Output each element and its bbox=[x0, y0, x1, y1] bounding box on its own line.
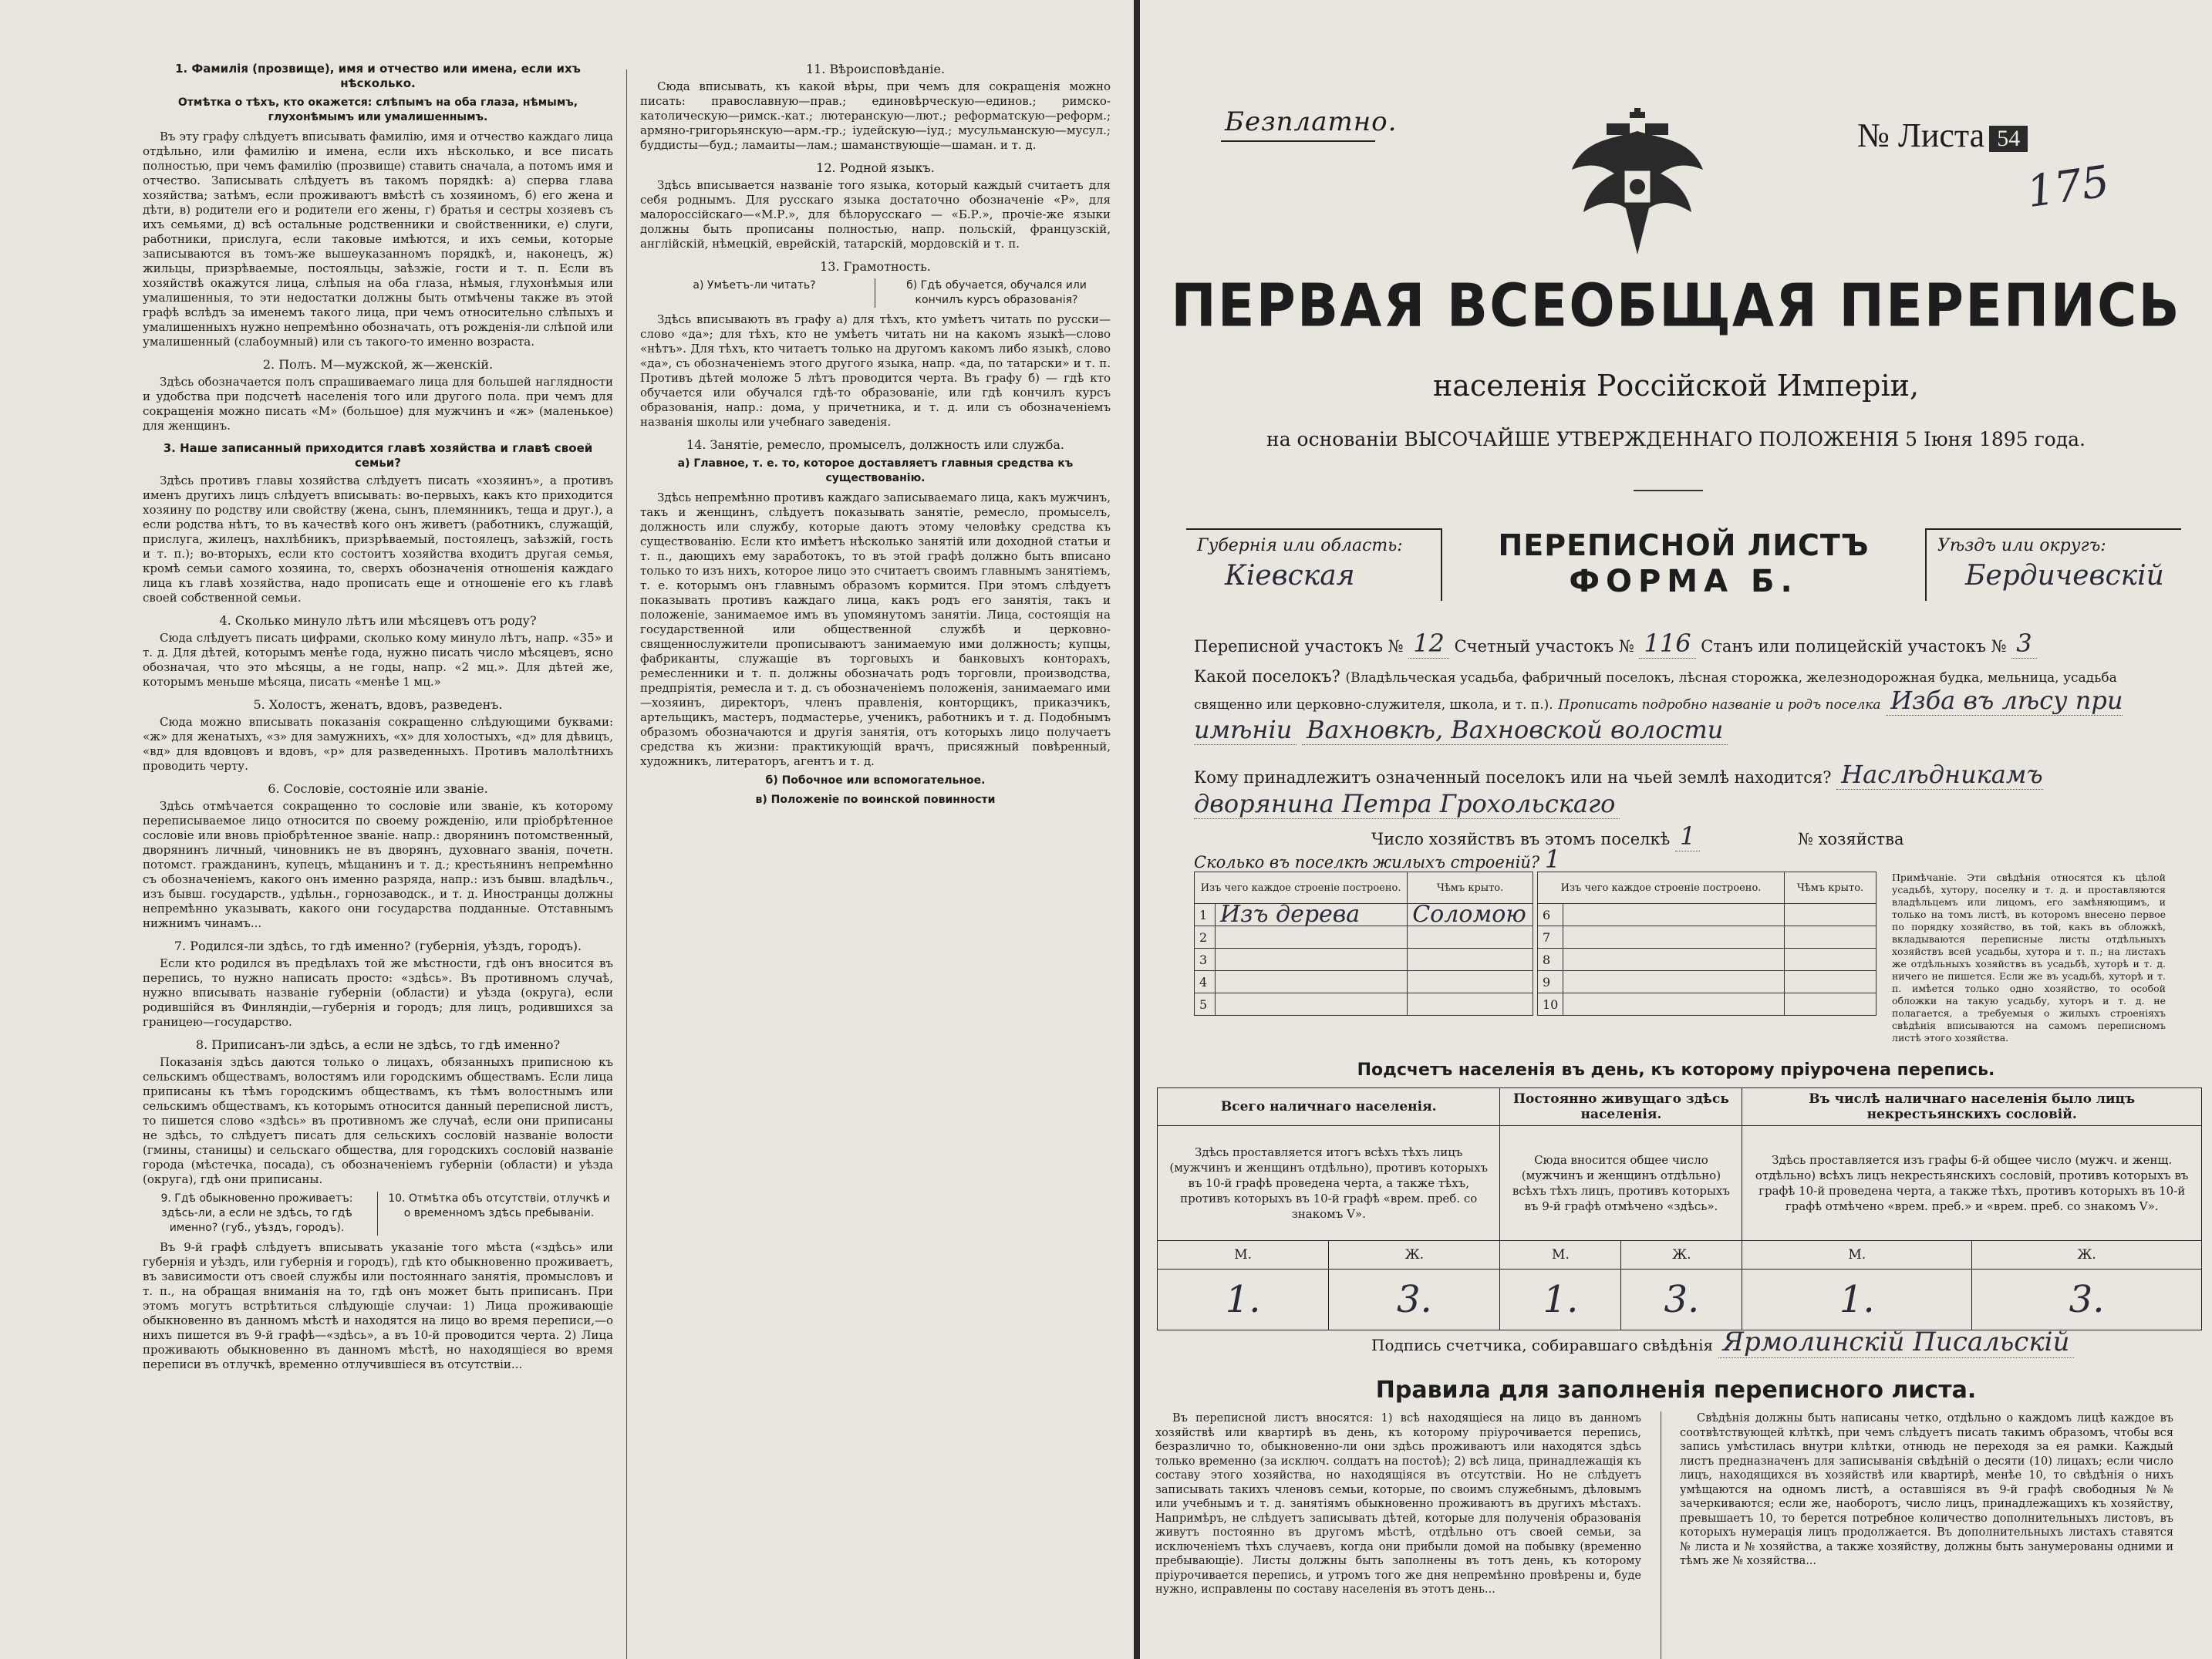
buildings-row bbox=[1194, 845, 1560, 874]
instructions-column-left bbox=[143, 54, 613, 1659]
section-12-title: 12. Родной языкъ. bbox=[816, 160, 935, 175]
ct-present-male: 1. bbox=[1158, 1270, 1329, 1330]
section-11-title: 11. Вѣроисповѣданіе. bbox=[805, 62, 946, 76]
section-13a-title: а) Умѣетъ-ли читать? bbox=[693, 279, 816, 292]
ct-desc-present: Здѣсь проставляется итогъ всѣхъ тѣхъ лицъ (мужчинъ и женщинъ отдѣльно), противъ которыхъ въ 10-й графѣ проведена черта, а также тѣхъ, противъ которыхъ въ 10-й графѣ «врем. преб. со знакомъ V». bbox=[1158, 1126, 1500, 1241]
ct-head-permanent: Постоянно живущаго здѣсь населенія. bbox=[1500, 1088, 1742, 1126]
owner-label: Кому принадлежитъ означенный поселокъ или на чьей землѣ находится? bbox=[1194, 768, 1832, 787]
section-14-text: Здѣсь непремѣнно противъ каждаго записываемаго лица, какъ мужчинъ, такъ и женщинъ, слѣдуетъ показывать занятіе, ремесло, промыселъ, должность или службу, которые даютъ этому человѣку средства къ существованію. Если кто имѣетъ нѣсколько занятій или доходной статьи и т. п., дающихъ ему заработокъ, то въ этой графѣ должно быть вписано только то изъ нихъ, которое лицо это считаетъ своимъ главнымъ занятіемъ, т. е. которымъ онъ главнымъ образомъ кормится. При этомъ слѣдуетъ показывать противъ каждаго лица, какъ родъ его занятія, такъ и положеніе, занимаемое имъ въ упомянутомъ занятіи. Лица, состоящія на государственной или общественной службѣ и церковно-священнослужители прописываютъ занимаемую ими должность; купцы, фабриканты, служащіе въ торговыхъ и банковыхъ конторахъ, ремесленники и т. п. должны обозначать родъ торговли, производства, предпріятія, ремесла и т. д. съ обозначеніемъ положенія, занимаемаго ими—хозяинъ, директоръ, членъ правленія, конторщикъ, приказчикъ, артельщикъ, мастеръ, подмастерье, ученикъ, работникъ и т. д. Подобнымъ образомъ обозначаются и другія занятія, отъ которыхъ лицо получаетъ средства къ жизни: практикующій врачъ, присяжный повѣренный, художникъ, литераторъ, агентъ и т. д. bbox=[640, 491, 1111, 768]
ct-head-present: Всего наличнаго населенія. bbox=[1158, 1088, 1500, 1126]
section-7-title: 7. Родился-ли здѣсь, то гдѣ именно? (губернія, уѣздъ, городъ). bbox=[174, 939, 582, 953]
ct-non-peasant-male: 1. bbox=[1742, 1270, 1972, 1330]
page-subtitle: населенія Россійской Имперіи, bbox=[1432, 369, 1920, 403]
uezd-value: Бердичевскій bbox=[1965, 560, 2164, 592]
owner-row bbox=[1194, 760, 2158, 818]
form-title bbox=[1464, 528, 1903, 599]
bt-head-material: Изъ чего каждое строеніе построено. bbox=[1538, 872, 1785, 904]
region-header bbox=[1186, 528, 2181, 605]
table-row bbox=[1195, 904, 1533, 926]
bt-row-num: 2 bbox=[1195, 926, 1216, 949]
section-9-title: 9. Гдѣ обыкновенно проживаетъ: здѣсь-ли, а если не здѣсь, то гдѣ именно? (губ., уѣздъ, городъ). bbox=[160, 1192, 353, 1234]
ct-female-label: Ж. bbox=[1329, 1241, 1500, 1270]
section-3-text: Здѣсь противъ главы хозяйства слѣдуетъ писать «хозяинъ», а противъ именъ другихъ лицъ слѣдуетъ вписывать: во-первыхъ, какъ кто приходится хозяину по родству или свойству (жена, сынъ, племянникъ, теща и друг.), а если родства нѣтъ, то въ качествѣ кого онъ живетъ (работникъ, служащій, прислуга, жилецъ, нахлѣбникъ, призрѣваемый, постоялецъ, заѣзжій, гость и т. п.); во-вторыхъ, если кто состоитъ хозяйства входитъ другая семья, кромѣ семьи самого хозяина, то, сверхъ обозначенія отношенія каждаго лица къ главѣ хозяйства, надо прописать еще и отношеніе его къ главѣ своей собственной семьи. bbox=[143, 474, 613, 605]
bt-head-material: Изъ чего каждое строеніе построено. bbox=[1195, 872, 1408, 904]
section-3-title: 3. Наше записанный приходится главѣ хозяйства и главѣ своей семьи? bbox=[163, 441, 593, 470]
households-label: Число хозяйствъ въ этомъ поселкѣ bbox=[1371, 830, 1671, 848]
bt-row-num: 3 bbox=[1195, 949, 1216, 971]
section-14a-title: а) Главное, т. е. то, которое доставляетъ главныя средства къ существованію. bbox=[677, 457, 1074, 484]
rules-text-right: Свѣдѣнія должны быть написаны четко, отдѣльно о каждомъ лицѣ каждое въ соотвѣтствующей клѣткѣ, при чемъ слѣдуетъ писать такимъ образомъ, чтобы вся запись умѣстилась внутри клѣтки, отнюдь не переходя за ея рамки. Каждый листъ предназначенъ для записыванія свѣдѣній о десяти (10) лицахъ; если число лицъ, находящихся въ хозяйствѣ или квартирѣ, менѣе 10, то свѣдѣнія о нихъ умѣщаются на одномъ листѣ, а оставшіяся въ 9-й графѣ свободныя №№ зачеркиваются; если же, наоборотъ, число лицъ, принадлежащихъ къ хозяйству, превышаетъ 10, то берется потребное количество дополнительныхъ листовъ, въ которыхъ нумерація лицъ продолжается. Въ дополнительныхъ листахъ ставятся № листа и № хозяйства, а также хозяйству, должны быть занумерованы одними и тѣмъ же № хозяйства... bbox=[1680, 1412, 2173, 1567]
stan-value: 3 bbox=[2011, 629, 2036, 659]
section-5-title: 5. Холостъ, женатъ, вдовъ, разведенъ. bbox=[253, 697, 503, 712]
section-2-title: 2. Полъ. М—мужской, ж—женскій. bbox=[262, 357, 494, 372]
section-14-title: 14. Занятіе, ремесло, промыселъ, должность или служба. bbox=[686, 437, 1064, 452]
districts-row bbox=[1194, 629, 2037, 658]
imperial-eagle-emblem bbox=[1568, 108, 1707, 262]
section-13b-title: б) Гдѣ обучается, обучался или кончилъ курсъ образованія? bbox=[906, 279, 1087, 306]
ct-male-label: М. bbox=[1500, 1241, 1621, 1270]
free-label-rule bbox=[1221, 140, 1375, 142]
settlement-value-2: Вахновкѣ, Вахновской волости bbox=[1302, 715, 1728, 745]
rules-column-right bbox=[1680, 1411, 2173, 1659]
population-count-title: Подсчетъ населенія въ день, къ которому пріурочена перепись. bbox=[1357, 1060, 1995, 1080]
bt-row-num: 5 bbox=[1195, 993, 1216, 1016]
ct-present-female: 3. bbox=[1329, 1270, 1500, 1330]
section-13-text: Здѣсь вписывають въ графу а) для тѣхъ, кто умѣетъ читать по русски—слово «да»; для тѣхъ, кто не умѣетъ читать ни на какомъ языкѣ—слово «нѣтъ». Для тѣхъ, кто читаетъ только на другомъ какомъ либо языкѣ, слово «да», съ обозначеніемъ этого другого языка, напр. «да, по татарски» и т. п. Противъ дѣтей моложе 5 лѣтъ проводится черта. Въ графу б) — гдѣ кто обучается или обучался гдѣ-то образованіе, или гдѣ кончилъ курсъ образованія, напр.: дома, у причетника, и т. д. или съ обозначеніемъ названія школы или учебнаго заведенія. bbox=[640, 312, 1111, 429]
settlement-note-2: Прописать подробно названіе и родъ поселка bbox=[1558, 697, 1881, 713]
ct-non-peasant-female: 3. bbox=[1972, 1270, 2202, 1330]
section-12-text: Здѣсь вписывается названіе того языка, который каждый считаетъ для себя роднымъ. Для русскаго языка достаточно обозначеніе «Р», для малороссійскаго—«М.Р.», для бѣлорусскаго — «Б.Р.», прочіе-же языки должны быть прописаны полностью, напр. польскій, французскій, англійскій, нѣмецкій, еврейскій, татарскій, мордовскій и т. п. bbox=[640, 178, 1111, 251]
free-label: Безплатно. bbox=[1225, 106, 1398, 137]
divider bbox=[1634, 490, 1703, 491]
bt-row-num: 6 bbox=[1538, 904, 1563, 926]
section-7-text: Если кто родился въ предѣлахъ той же мѣстности, гдѣ онъ вносится въ перепись, то нужно написать просто: «здѣсь». Въ противномъ случаѣ, нужно вписывать названіе губерніи (области) и уѣзда (округа), если родившійся въ Финляндіи,—губернія и городъ; для лицъ, родившихся за границею—государство. bbox=[143, 956, 613, 1029]
bt-row-num: 7 bbox=[1538, 926, 1563, 949]
section-8-text: Показанія здѣсь даются только о лицахъ, обязанныхъ приписною къ сельскимъ обществамъ, волостямъ или городскимъ обществамъ. Если лица приписаны къ тѣмъ городскимъ обществамъ, къ тѣмъ волостнымъ или сельскимъ обществамъ, къ которымъ относится данный переписной листъ, то пишется слово «здѣсь» въ противномъ же случаѣ, если они приписаны не здѣсь, то слѣдуетъ писать для сельскихъ сословій названіе волости (гмины, станицы) и сельскаго общества, для городскихъ сословій названіе города (мѣстечка, посада), съ обозначеніемъ губерніи (области) и уѣзда (округа), гдѣ они приписаны. bbox=[143, 1055, 613, 1186]
ct-desc-non-peasant: Здѣсь проставляется изъ графы 6-й общее число (мужч. и женщ. отдѣльно) всѣхъ лицъ некрестьянскихъ сословій, противъ которыхъ въ графѣ 10-й проведена черта, а также тѣхъ, противъ которыхъ въ 10-й графѣ отмѣчено «врем. преб.» и «врем. преб. со знакомъ V». bbox=[1742, 1126, 2202, 1241]
table-row bbox=[1538, 904, 1876, 926]
section-2-text: Здѣсь обозначается полъ спрашиваемаго лица для большей наглядности и удобства при подсчетѣ населенія того или другого пола. при чемъ для сокращенія можно писать «М» (большое) для мужчинъ и «ж» (маленькое) для женщинъ. bbox=[143, 375, 613, 433]
settlement-value: Изба въ лѣсу при имѣніи bbox=[1194, 686, 2123, 744]
gubernia-value: Кіевская bbox=[1225, 560, 1355, 592]
table-row bbox=[1538, 971, 1876, 993]
instructions-column-right bbox=[640, 54, 1111, 1659]
bt-row-num: 9 bbox=[1538, 971, 1563, 993]
book-spine bbox=[1134, 0, 1140, 1659]
column-divider bbox=[626, 69, 627, 1659]
divider bbox=[377, 1192, 379, 1236]
rules-text-left: Въ переписной листъ вносятся: 1) всѣ находящіеся на лицо въ данномъ хозяйствѣ или квартирѣ въ день, къ которому пріурочивается перепись, безразлично то, обыкновенно-ли они здѣсь проживаютъ или находятся здѣсь только временно (за исключ. солдатъ на постоѣ); 2) всѣ лица, принадлежащія къ составу этого хозяйства, но находящіяся въ отсутствіи. Но не слѣдуетъ записывать такихъ членовъ семьи, которые, по своимъ служебнымъ, дѣловымъ или учебнымъ и т. д. занятіямъ обыкновенно проживаютъ въ другихъ мѣстахъ. Напримѣръ, не слѣдуетъ записывать дѣтей, которые для полученія образованія живутъ постоянно въ другомъ мѣстѣ, отдѣльно отъ своей семьи, за исключеніемъ тѣхъ случаевъ, когда они прибыли домой на побывку (временно пребывающіе). Листы должны быть заполнены въ тотъ день, къ которому пріурочивается перепись, и утромъ того же дня непремѣнно провѣрены и, буде нужно, исправлены по составу населенія въ этотъ день... bbox=[1155, 1412, 1641, 1596]
section-8-title: 8. Приписанъ-ли здѣсь, а если не здѣсь, то гдѣ именно? bbox=[195, 1037, 561, 1052]
form-title-line-1: ПЕРЕПИСНОЙ ЛИСТЪ bbox=[1498, 528, 1870, 562]
rules-column-left bbox=[1155, 1411, 1641, 1659]
household-number-label: № хозяйства bbox=[1798, 830, 1904, 848]
count-district-value: 116 bbox=[1639, 629, 1695, 659]
sheet-number bbox=[1857, 116, 2028, 155]
bt-head-roof: Чѣмъ крыто. bbox=[1408, 872, 1533, 904]
uezd-label: Уѣздъ или округъ: bbox=[1937, 536, 2106, 555]
table-row bbox=[1195, 926, 1533, 949]
stan-label: Станъ или полицейскій участокъ № bbox=[1701, 637, 2007, 656]
section-4-text: Сюда слѣдуетъ писать цифрами, сколько кому минуло лѣтъ, напр. «35» и т. д. Для дѣтей, которымъ менѣе года, нужно писать число мѣсяцевъ, ясно обозначая, что это мѣсяцы, а не годы, напр. «2 мц.». Для дѣтей же, которымъ меньше мѣсяца, писать «менѣе 1 мц.» bbox=[143, 631, 613, 689]
bt-head-roof: Чѣмъ крыто. bbox=[1785, 872, 1876, 904]
sheet-number-value: 54 bbox=[1989, 126, 2028, 152]
ct-head-non-peasant: Въ числѣ наличнаго населенія было лицъ некрестьянскихъ сословій. bbox=[1742, 1088, 2202, 1126]
ct-desc-permanent: Сюда вносится общее число (мужчинъ и женщинъ отдѣльно) всѣхъ тѣхъ лицъ, противъ которыхъ въ 9-й графѣ отмѣчено «здѣсь». bbox=[1500, 1126, 1742, 1241]
enumerator-signature-label: Подпись счетчика, собиравшаго свѣдѣнія bbox=[1371, 1336, 1714, 1354]
buildings-table-right bbox=[1537, 872, 1876, 1016]
gubernia-box bbox=[1186, 528, 1442, 601]
section-11-text: Сюда вписывать, къ какой вѣры, при чемъ для сокращенія можно писать: православную—прав.; единовѣрческую—единов.; римско-католическую—римск.-кат.; лютеранскую—лют.; реформатскую—реформ.; армяно-григорьянскую—арм.-гр.; іудейскую—іуд.; мусульманскую—мусул.; буддисты—буд.; ламаиты—лам.; шаманствующіе—шаман. и т. д. bbox=[640, 79, 1111, 152]
enumerator-signature-value: Ярмолинскій Писальскій bbox=[1718, 1327, 2075, 1358]
bt-row-num: 10 bbox=[1538, 993, 1563, 1016]
section-4-title: 4. Сколько минуло лѣтъ или мѣсяцевъ отъ роду? bbox=[219, 613, 537, 628]
bt-row-roof: Соломою bbox=[1408, 904, 1533, 926]
buildings-table-left bbox=[1194, 872, 1533, 1016]
table-row bbox=[1538, 926, 1876, 949]
section-9-10-header bbox=[143, 1192, 613, 1236]
buildings-label: Сколько въ поселкѣ жилыхъ строеній? bbox=[1194, 853, 1540, 872]
count-district-label: Счетный участокъ № bbox=[1454, 637, 1634, 656]
census-district-label: Переписной участокъ № bbox=[1194, 637, 1404, 656]
section-10-title: 10. Отмѣтка объ отсутствіи, отлучкѣ и о временномъ здѣсь пребываніи. bbox=[388, 1192, 610, 1219]
section-1-title: 1. Фамилія (прозвище), имя и отчество или имена, если ихъ нѣсколько. bbox=[175, 62, 581, 90]
census-form-page bbox=[1140, 0, 2212, 1659]
table-row bbox=[1538, 993, 1876, 1016]
owner-value: Наслѣдникамъ дворянина Петра Грохольскаго bbox=[1194, 760, 2043, 818]
settlement-label: Какой поселокъ? bbox=[1194, 667, 1340, 686]
page-title: ПЕРВАЯ ВСЕОБЩАЯ ПЕРЕПИСЬ bbox=[1171, 270, 2181, 341]
gubernia-label: Губернія или область: bbox=[1197, 536, 1403, 555]
section-13-title: 13. Грамотность. bbox=[820, 259, 931, 274]
section-1-note: Отмѣтка о тѣхъ, кто окажется: слѣпымъ на оба глаза, нѣмымъ, глухонѣмымъ или умалишеннымъ. bbox=[177, 96, 578, 123]
bt-row-num: 1 bbox=[1195, 904, 1216, 926]
ct-male-label: М. bbox=[1742, 1241, 1972, 1270]
table-row bbox=[1538, 949, 1876, 971]
households-value: 1 bbox=[1675, 821, 1700, 851]
section-13-header bbox=[640, 278, 1111, 308]
sheet-number-label: № Листа bbox=[1857, 116, 1985, 154]
form-title-line-2: ФОРМА Б. bbox=[1569, 564, 1799, 599]
ct-permanent-female: 3. bbox=[1621, 1270, 1742, 1330]
archive-number: 175 bbox=[2023, 156, 2113, 218]
settlement-note: (Владѣльческая усадьба, фабричный поселокъ, лѣсная сторожка, железнодорожная будка, мельница, усадьба священно или церковно-служителя, школа, и т. п.). bbox=[1194, 670, 2117, 713]
rules-title: Правила для заполненія переписного листа. bbox=[1375, 1377, 1977, 1404]
divider bbox=[875, 278, 876, 308]
section-5-text: Сюда можно вписывать показанія сокращенно слѣдующими буквами: «ж» для женатыхъ, «з» для замужнихъ, «х» для холостыхъ, «д» для дѣвицъ, «вд» для вдовцовъ и вдовъ, «р» для разведенныхъ. Противъ малолѣтнихъ проводить черту. bbox=[143, 715, 613, 773]
table-row bbox=[1195, 993, 1533, 1016]
buildings-value: 1 bbox=[1544, 845, 1561, 874]
section-1-text: Въ эту графу слѣдуетъ вписывать фамилію, имя и отчество каждаго лица отдѣльно, или фамилію и имена, если ихъ нѣсколько, и все писать полностью, при чемъ фамилію (прозвище) ставить сначала, а потомъ имя и отчество. Записывать слѣдуетъ въ такомъ порядкѣ: а) сперва глава хозяйства; затѣмъ, если проживаютъ вмѣстѣ съ хозяиномъ, б) его жена и дѣти, в) родители его и родители его жены, г) братья и сестры хозяевъ съ ихъ семьями, д) всѣ остальные родственники и свойственники, е) слуги, работники, прислуга, если таковые имѣются, и ихъ семьи, которые записываются въ томъ-же вышеуказанномъ порядкѣ, и, наконецъ, ж) жильцы, призрѣваемые, постояльцы, заѣзжіе, гости и т. п. Если въ хозяйствѣ окажутся лица, слѣпыя на оба глаза, нѣмыя, глухонѣмыя или умалишенныя, то эти недостатки должны быть отмѣчены также въ этой графѣ вслѣдъ за именемъ такого лица, при чемъ относительно слѣпыхъ и умалишенныхъ нужно непремѣнно обозначать, отъ рожденія-ли слѣпой или умалишенный (слабоумный) или съ такого-то именно возраста. bbox=[143, 130, 613, 349]
bt-row-material: Изъ дерева bbox=[1216, 904, 1408, 926]
ct-permanent-male: 1. bbox=[1500, 1270, 1621, 1330]
table-row bbox=[1195, 949, 1533, 971]
buildings-note: Примѣчаніе. Эти свѣдѣнія относятся къ цѣлой усадьбѣ, хутору, поселку и т. д. и проставляются владѣльцемъ или лицомъ, его замѣняющимъ, и только на томъ листѣ, въ которомъ внесено первое по порядку хозяйство, въ той, какъ въ обложкѣ, вкладываются переписные листы отдѣльныхъ хозяйствъ всей усадьбы, хутора и т. п.; на листахъ же отдѣльныхъ хозяйствъ въ усадьбѣ, хуторѣ и т. д. ничего не пишется. Если же въ усадьбѣ, хуторѣ и т. п. имѣется только одно хозяйство, то особой обложки на такую усадьбу, хуторъ и т. д. не полагается, а требуемыя о жилыхъ строеніяхъ свѣдѣнія вписываются на самомъ переписномъ листѣ этого хозяйства. bbox=[1892, 872, 2166, 1044]
bt-row-num: 4 bbox=[1195, 971, 1216, 993]
census-district-value: 12 bbox=[1408, 629, 1449, 659]
section-9-text: Въ 9-й графѣ слѣдуетъ вписывать указаніе того мѣста («здѣсь» или губернія и уѣздъ, или губернія и городъ), гдѣ кто обыкновенно проживаетъ, въ зависимости отъ своей службы или постояннаго занятія, промысловъ и т. п., на обращая вниманія на то, гдѣ онъ может быть приписанъ. При этомъ могутъ встрѣтиться слѣдующіе случаи: 1) Лица проживающіе обыкновенно въ данномъ мѣстѣ и находятся на лицо во время переписи,—о нихъ пишется въ 9-й графѣ—«здѣсь», а въ 10-й проводится черта. 2) Лица проживають обыкновенно въ данномъ мѣстѣ, но находящіеся во время переписи въ отлучкѣ, временно отлучившіеся въ отсутствіи... bbox=[143, 1240, 613, 1371]
section-6-text: Здѣсь отмѣчается сокращенно то сословіе или званіе, къ которому переписываемое лицо относится по своему рожденію, или пріобрѣтенное сословіе или вновь пріобрѣтенное званіе. напр.: дворянинъ потомственный, дворянинъ личный, чиновникъ не въ дворянъ, духовнаго званія, почетн. потомст. гражданинъ, купецъ, мѣщанинъ и т. д.; крестьянинъ непремѣнно съ обозначеніемъ, какого онъ именно разряда, напр.: изъ бывш. владѣльч., изъ бывш. государств., удѣльн., горнозаводск., и т. д. Иностранцы должны непремѣнно указывать, какого они государства подданные. Отставнымъ нижнимъ чинамъ... bbox=[143, 799, 613, 930]
uezd-box bbox=[1925, 528, 2181, 601]
enumerator-signature-row bbox=[1371, 1327, 2074, 1357]
population-count-table bbox=[1157, 1087, 2202, 1330]
table-row bbox=[1195, 971, 1533, 993]
section-6-title: 6. Сословіе, состояніе или званіе. bbox=[268, 781, 488, 796]
ct-female-label: Ж. bbox=[1621, 1241, 1742, 1270]
settlement-row bbox=[1194, 667, 2158, 744]
legal-basis-line: на основаніи ВЫСОЧАЙШЕ УТВЕРЖДЕННАГО ПОЛОЖЕНІЯ 5 Іюня 1895 года. bbox=[1266, 428, 2086, 450]
ct-male-label: М. bbox=[1158, 1241, 1329, 1270]
ct-female-label: Ж. bbox=[1972, 1241, 2202, 1270]
bt-row-num: 8 bbox=[1538, 949, 1563, 971]
section-14b-title: б) Побочное или вспомогательное. bbox=[765, 774, 986, 787]
section-14c-title: в) Положеніе по воинской повинности bbox=[755, 794, 996, 806]
buildings-section bbox=[1194, 872, 2166, 1057]
